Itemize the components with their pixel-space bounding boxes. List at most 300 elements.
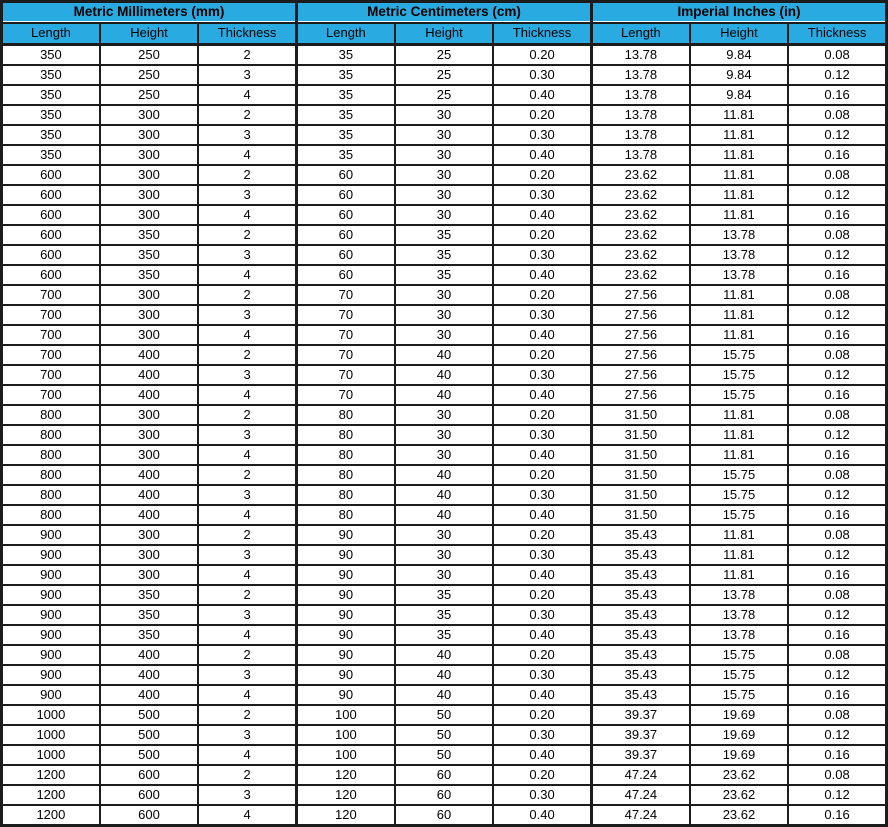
cell: 9.84 <box>690 85 788 105</box>
cell: 35.43 <box>591 605 689 625</box>
cell: 11.81 <box>690 205 788 225</box>
cell: 27.56 <box>591 285 689 305</box>
cell: 0.08 <box>788 225 886 245</box>
cell: 19.69 <box>690 705 788 725</box>
cell: 2 <box>198 225 296 245</box>
group-header-metric-mm: Metric Millimeters (mm) <box>2 2 297 24</box>
cell: 4 <box>198 85 296 105</box>
table-row <box>2 445 887 465</box>
table-row <box>2 605 887 625</box>
cell: 0.40 <box>493 745 591 765</box>
cell: 0.20 <box>493 585 591 605</box>
cell: 300 <box>100 445 198 465</box>
cell: 2 <box>198 525 296 545</box>
table-row <box>2 465 887 485</box>
cell: 0.30 <box>493 605 591 625</box>
cell: 0.20 <box>493 405 591 425</box>
cell: 11.81 <box>690 105 788 125</box>
cell: 60 <box>296 205 394 225</box>
cell: 11.81 <box>690 445 788 465</box>
cell: 700 <box>2 385 100 405</box>
cell: 0.16 <box>788 265 886 285</box>
cell: 31.50 <box>591 485 689 505</box>
cell: 4 <box>198 625 296 645</box>
cell: 40 <box>395 665 493 685</box>
cell: 2 <box>198 285 296 305</box>
cell: 35 <box>395 245 493 265</box>
table-row <box>2 625 887 645</box>
cell: 900 <box>2 545 100 565</box>
cell: 300 <box>100 185 198 205</box>
column-header-in-height: Height <box>690 23 788 45</box>
cell: 2 <box>198 765 296 785</box>
table-row <box>2 65 887 85</box>
cell: 27.56 <box>591 325 689 345</box>
cell: 0.20 <box>493 645 591 665</box>
cell: 800 <box>2 425 100 445</box>
cell: 350 <box>100 225 198 245</box>
cell: 0.08 <box>788 165 886 185</box>
cell: 50 <box>395 745 493 765</box>
cell: 0.08 <box>788 405 886 425</box>
cell: 350 <box>2 85 100 105</box>
cell: 27.56 <box>591 345 689 365</box>
cell: 15.75 <box>690 645 788 665</box>
cell: 1000 <box>2 705 100 725</box>
cell: 2 <box>198 345 296 365</box>
cell: 39.37 <box>591 745 689 765</box>
cell: 60 <box>296 165 394 185</box>
table-row <box>2 205 887 225</box>
table-row <box>2 585 887 605</box>
cell: 23.62 <box>690 785 788 805</box>
cell: 3 <box>198 545 296 565</box>
cell: 90 <box>296 685 394 705</box>
cell: 40 <box>395 365 493 385</box>
table-row <box>2 105 887 125</box>
cell: 3 <box>198 425 296 445</box>
cell: 30 <box>395 125 493 145</box>
cell: 23.62 <box>690 805 788 826</box>
cell: 0.08 <box>788 105 886 125</box>
cell: 1200 <box>2 805 100 826</box>
cell: 100 <box>296 725 394 745</box>
cell: 700 <box>2 345 100 365</box>
cell: 35.43 <box>591 625 689 645</box>
column-header-mm-thickness: Thickness <box>198 23 296 45</box>
cell: 35.43 <box>591 545 689 565</box>
cell: 90 <box>296 545 394 565</box>
cell: 0.40 <box>493 445 591 465</box>
cell: 4 <box>198 385 296 405</box>
cell: 70 <box>296 365 394 385</box>
cell: 2 <box>198 645 296 665</box>
cell: 31.50 <box>591 465 689 485</box>
cell: 0.40 <box>493 265 591 285</box>
cell: 0.12 <box>788 305 886 325</box>
cell: 900 <box>2 565 100 585</box>
cell: 0.16 <box>788 745 886 765</box>
cell: 600 <box>100 805 198 826</box>
cell: 2 <box>198 165 296 185</box>
cell: 23.62 <box>591 225 689 245</box>
cell: 80 <box>296 425 394 445</box>
table-row <box>2 665 887 685</box>
cell: 31.50 <box>591 445 689 465</box>
cell: 0.16 <box>788 625 886 645</box>
cell: 0.12 <box>788 245 886 265</box>
cell: 0.08 <box>788 705 886 725</box>
cell: 39.37 <box>591 705 689 725</box>
cell: 900 <box>2 625 100 645</box>
cell: 25 <box>395 85 493 105</box>
cell: 0.20 <box>493 765 591 785</box>
cell: 500 <box>100 725 198 745</box>
cell: 0.20 <box>493 345 591 365</box>
cell: 35 <box>296 65 394 85</box>
cell: 0.12 <box>788 485 886 505</box>
cell: 13.78 <box>690 245 788 265</box>
cell: 0.12 <box>788 365 886 385</box>
cell: 35 <box>296 125 394 145</box>
column-header-cm-thickness: Thickness <box>493 23 591 45</box>
cell: 3 <box>198 605 296 625</box>
cell: 23.62 <box>690 765 788 785</box>
cell: 0.08 <box>788 285 886 305</box>
cell: 30 <box>395 165 493 185</box>
cell: 15.75 <box>690 505 788 525</box>
cell: 100 <box>296 745 394 765</box>
group-header-metric-cm: Metric Centimeters (cm) <box>296 2 591 24</box>
table-row <box>2 545 887 565</box>
cell: 13.78 <box>690 605 788 625</box>
cell: 30 <box>395 405 493 425</box>
cell: 60 <box>296 225 394 245</box>
cell: 15.75 <box>690 345 788 365</box>
cell: 3 <box>198 125 296 145</box>
table-header <box>2 2 887 45</box>
cell: 0.08 <box>788 525 886 545</box>
cell: 25 <box>395 45 493 66</box>
cell: 80 <box>296 485 394 505</box>
cell: 0.30 <box>493 785 591 805</box>
cell: 0.30 <box>493 245 591 265</box>
cell: 23.62 <box>591 165 689 185</box>
cell: 11.81 <box>690 525 788 545</box>
cell: 35.43 <box>591 685 689 705</box>
cell: 70 <box>296 325 394 345</box>
cell: 900 <box>2 665 100 685</box>
cell: 31.50 <box>591 505 689 525</box>
cell: 900 <box>2 645 100 665</box>
cell: 0.20 <box>493 525 591 545</box>
cell: 1000 <box>2 745 100 765</box>
cell: 800 <box>2 505 100 525</box>
cell: 47.24 <box>591 765 689 785</box>
cell: 0.12 <box>788 125 886 145</box>
cell: 0.12 <box>788 725 886 745</box>
table-row <box>2 265 887 285</box>
cell: 600 <box>2 225 100 245</box>
cell: 60 <box>395 805 493 826</box>
cell: 2 <box>198 45 296 66</box>
cell: 35 <box>395 625 493 645</box>
cell: 13.78 <box>690 265 788 285</box>
cell: 0.30 <box>493 125 591 145</box>
group-header-imperial-in: Imperial Inches (in) <box>591 2 886 24</box>
table-row <box>2 385 887 405</box>
cell: 30 <box>395 205 493 225</box>
cell: 35 <box>395 605 493 625</box>
cell: 0.40 <box>493 565 591 585</box>
cell: 400 <box>100 645 198 665</box>
cell: 600 <box>2 205 100 225</box>
cell: 0.40 <box>493 145 591 165</box>
cell: 0.30 <box>493 725 591 745</box>
cell: 35.43 <box>591 565 689 585</box>
cell: 0.20 <box>493 465 591 485</box>
cell: 23.62 <box>591 185 689 205</box>
cell: 15.75 <box>690 465 788 485</box>
cell: 40 <box>395 485 493 505</box>
cell: 40 <box>395 385 493 405</box>
cell: 350 <box>100 265 198 285</box>
cell: 35 <box>395 225 493 245</box>
table-row <box>2 45 887 66</box>
cell: 600 <box>100 785 198 805</box>
cell: 11.81 <box>690 125 788 145</box>
cell: 0.12 <box>788 605 886 625</box>
cell: 90 <box>296 645 394 665</box>
cell: 300 <box>100 425 198 445</box>
column-header-in-thickness: Thickness <box>788 23 886 45</box>
table-body <box>2 45 887 826</box>
cell: 11.81 <box>690 545 788 565</box>
cell: 35 <box>296 85 394 105</box>
cell: 0.12 <box>788 545 886 565</box>
cell: 35.43 <box>591 585 689 605</box>
cell: 40 <box>395 345 493 365</box>
cell: 0.08 <box>788 585 886 605</box>
cell: 400 <box>100 365 198 385</box>
cell: 300 <box>100 525 198 545</box>
cell: 30 <box>395 545 493 565</box>
cell: 600 <box>100 765 198 785</box>
cell: 3 <box>198 665 296 685</box>
cell: 900 <box>2 605 100 625</box>
cell: 11.81 <box>690 425 788 445</box>
column-header-cm-height: Height <box>395 23 493 45</box>
table-row <box>2 705 887 725</box>
group-header-row <box>2 2 887 24</box>
cell: 13.78 <box>591 105 689 125</box>
cell: 0.20 <box>493 705 591 725</box>
table-row <box>2 365 887 385</box>
cell: 3 <box>198 485 296 505</box>
cell: 30 <box>395 305 493 325</box>
cell: 90 <box>296 565 394 585</box>
cell: 13.78 <box>690 585 788 605</box>
cell: 80 <box>296 405 394 425</box>
cell: 35.43 <box>591 525 689 545</box>
table-row <box>2 685 887 705</box>
cell: 35.43 <box>591 665 689 685</box>
cell: 11.81 <box>690 285 788 305</box>
cell: 0.12 <box>788 65 886 85</box>
table-row <box>2 405 887 425</box>
cell: 25 <box>395 65 493 85</box>
cell: 0.40 <box>493 505 591 525</box>
cell: 250 <box>100 85 198 105</box>
table-row <box>2 485 887 505</box>
cell: 4 <box>198 685 296 705</box>
cell: 0.40 <box>493 625 591 645</box>
cell: 15.75 <box>690 665 788 685</box>
cell: 300 <box>100 565 198 585</box>
cell: 4 <box>198 145 296 165</box>
cell: 13.78 <box>591 65 689 85</box>
cell: 90 <box>296 525 394 545</box>
cell: 27.56 <box>591 365 689 385</box>
cell: 11.81 <box>690 165 788 185</box>
cell: 0.16 <box>788 805 886 826</box>
cell: 0.30 <box>493 545 591 565</box>
cell: 3 <box>198 245 296 265</box>
cell: 90 <box>296 665 394 685</box>
cell: 60 <box>296 185 394 205</box>
cell: 250 <box>100 65 198 85</box>
table-row <box>2 725 887 745</box>
cell: 700 <box>2 325 100 345</box>
cell: 2 <box>198 705 296 725</box>
cell: 0.16 <box>788 445 886 465</box>
cell: 0.16 <box>788 205 886 225</box>
cell: 800 <box>2 445 100 465</box>
cell: 15.75 <box>690 385 788 405</box>
cell: 30 <box>395 105 493 125</box>
cell: 3 <box>198 185 296 205</box>
cell: 2 <box>198 405 296 425</box>
cell: 2 <box>198 465 296 485</box>
cell: 0.30 <box>493 305 591 325</box>
cell: 40 <box>395 465 493 485</box>
table-row <box>2 765 887 785</box>
cell: 60 <box>395 785 493 805</box>
cell: 13.78 <box>690 625 788 645</box>
cell: 80 <box>296 445 394 465</box>
cell: 1000 <box>2 725 100 745</box>
cell: 27.56 <box>591 305 689 325</box>
cell: 4 <box>198 445 296 465</box>
cell: 0.20 <box>493 225 591 245</box>
cell: 3 <box>198 65 296 85</box>
cell: 2 <box>198 585 296 605</box>
table-row <box>2 525 887 545</box>
cell: 23.62 <box>591 245 689 265</box>
cell: 4 <box>198 325 296 345</box>
cell: 0.12 <box>788 425 886 445</box>
cell: 40 <box>395 685 493 705</box>
cell: 30 <box>395 145 493 165</box>
cell: 300 <box>100 165 198 185</box>
cell: 19.69 <box>690 745 788 765</box>
cell: 3 <box>198 305 296 325</box>
cell: 0.16 <box>788 85 886 105</box>
cell: 350 <box>100 585 198 605</box>
cell: 35 <box>296 145 394 165</box>
cell: 350 <box>2 105 100 125</box>
table-row <box>2 565 887 585</box>
table-row <box>2 425 887 445</box>
cell: 0.08 <box>788 45 886 66</box>
cell: 500 <box>100 745 198 765</box>
cell: 0.40 <box>493 85 591 105</box>
cell: 300 <box>100 545 198 565</box>
table-row <box>2 805 887 826</box>
cell: 30 <box>395 565 493 585</box>
table-row <box>2 225 887 245</box>
cell: 31.50 <box>591 425 689 445</box>
cell: 4 <box>198 565 296 585</box>
cell: 120 <box>296 765 394 785</box>
cell: 900 <box>2 685 100 705</box>
cell: 70 <box>296 345 394 365</box>
cell: 0.16 <box>788 685 886 705</box>
cell: 1200 <box>2 765 100 785</box>
cell: 300 <box>100 105 198 125</box>
column-header-cm-length: Length <box>296 23 394 45</box>
cell: 35.43 <box>591 645 689 665</box>
cell: 400 <box>100 385 198 405</box>
cell: 4 <box>198 205 296 225</box>
cell: 13.78 <box>591 85 689 105</box>
cell: 400 <box>100 685 198 705</box>
cell: 0.16 <box>788 145 886 165</box>
table-row <box>2 305 887 325</box>
cell: 11.81 <box>690 405 788 425</box>
cell: 35 <box>296 105 394 125</box>
cell: 300 <box>100 205 198 225</box>
cell: 23.62 <box>591 265 689 285</box>
table-row <box>2 85 887 105</box>
cell: 0.40 <box>493 685 591 705</box>
cell: 0.08 <box>788 465 886 485</box>
cell: 350 <box>100 605 198 625</box>
cell: 350 <box>2 45 100 66</box>
cell: 700 <box>2 365 100 385</box>
cell: 350 <box>2 65 100 85</box>
cell: 35 <box>395 585 493 605</box>
cell: 90 <box>296 585 394 605</box>
cell: 60 <box>296 265 394 285</box>
cell: 15.75 <box>690 365 788 385</box>
column-header-row <box>2 23 887 45</box>
table-row <box>2 345 887 365</box>
table-row <box>2 745 887 765</box>
cell: 600 <box>2 265 100 285</box>
cell: 0.40 <box>493 805 591 826</box>
cell: 50 <box>395 705 493 725</box>
cell: 120 <box>296 805 394 826</box>
cell: 35 <box>296 45 394 66</box>
cell: 9.84 <box>690 45 788 66</box>
cell: 70 <box>296 285 394 305</box>
cell: 0.30 <box>493 365 591 385</box>
cell: 90 <box>296 605 394 625</box>
cell: 13.78 <box>690 225 788 245</box>
cell: 30 <box>395 425 493 445</box>
cell: 300 <box>100 285 198 305</box>
